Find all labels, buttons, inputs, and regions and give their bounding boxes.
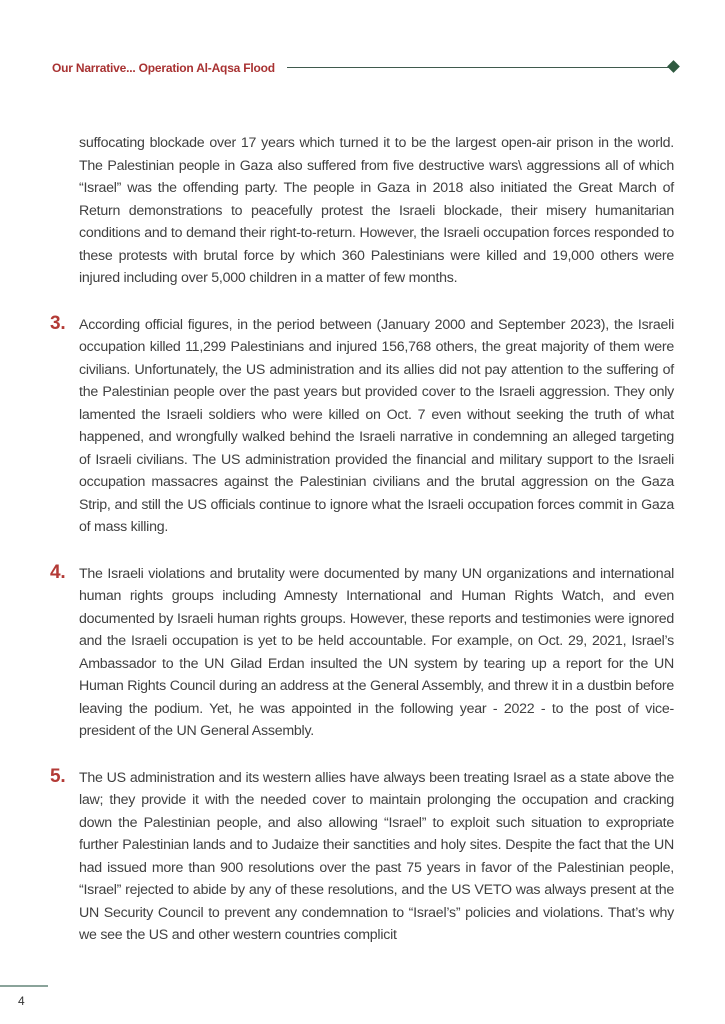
paragraph-number: 3. <box>50 312 66 334</box>
page-body <box>50 132 674 971</box>
paragraph-text: suffocating blockade over 17 years which turned it to be the largest open-air prison in the world. The Palestinian people in Gaza also suffered from five destructive wars\ aggressions all of which “Israel” was the offending party. The people in Gaza in 2018 also initiated the Great March of Return demonstrations to peacefully protest the Israeli blockade, their misery humanitarian conditions and to demand their right-to-return. However, the Israeli occupation forces responded to these protests with brutal force by which 360 Palestinians were killed and 19,000 others were injured including over 5,000 children in a matter of few months. <box>79 135 674 286</box>
numbered-paragraph-4 <box>50 563 674 743</box>
paragraph-text: The Israeli violations and brutality were documented by many UN organizations and international human rights groups including Amnesty International and Human Rights Watch, and even documented by Israeli human rights groups. However, these reports and testimonies were ignored and the Israeli occupation is yet to be held accountable. For example, on Oct. 29, 2021, Israel’s Ambassador to the UN Gilad Erdan insulted the UN system by tearing up a report for the UN Human Rights Council during an address at the General Assembly, and threw it in a dustbin before leaving the podium. Yet, he was appointed in the following year - 2022 - to the post of vice-president of the UN General Assembly. <box>79 565 674 739</box>
paragraph-continuation <box>50 132 674 290</box>
header-rule <box>287 67 673 69</box>
paragraph-text: The US administration and its western allies have always been treating Israel as a state above the law; they provide it with the needed cover to maintain prolonging the occupation and cracking down the Palestinian people, and also allowing “Israel” to exploit such situation to expropriate further Palestinian lands and to Judaize their sanctities and holy sites. Despite the fact that the UN had issued more than 900 resolutions over the past 75 years in favor of the Palestinian people, “Israel” rejected to abide by any of these resolutions, and the US VETO was always present at the UN Security Council to prevent any condemnation to “Israel’s” policies and violations. That’s why we see the US and other western countries complicit <box>79 769 674 943</box>
page-number: 4 <box>18 994 25 1008</box>
numbered-paragraph-3 <box>50 314 674 539</box>
footer-rule <box>0 985 48 987</box>
paragraph-number: 5. <box>50 765 66 787</box>
diamond-icon <box>667 60 680 73</box>
paragraph-number: 4. <box>50 561 66 583</box>
running-header <box>52 58 673 78</box>
header-title: Our Narrative... Operation Al-Aqsa Flood <box>52 61 275 75</box>
numbered-paragraph-5 <box>50 767 674 947</box>
paragraph-text: According official figures, in the period between (January 2000 and September 2023), the Israeli occupation killed 11,299 Palestinians and injured 156,768 others, the great majority of them were civilians. Unfortunately, the US administration and its allies did not pay attention to the suffering of the Palestinian people over the past years but provided cover to the Israeli aggression. They only lamented the Israeli soldiers who were killed on Oct. 7 even without seeking the truth of what happened, and wrongfully walked behind the Israeli narrative in condemning an alleged targeting of Israeli civilians. The US administration provided the financial and military support to the Israeli occupation massacres against the Palestinian civilians and the brutal aggression on the Gaza Strip, and still the US officials continue to ignore what the Israeli occupation forces commit in Gaza of mass killing. <box>79 316 674 535</box>
